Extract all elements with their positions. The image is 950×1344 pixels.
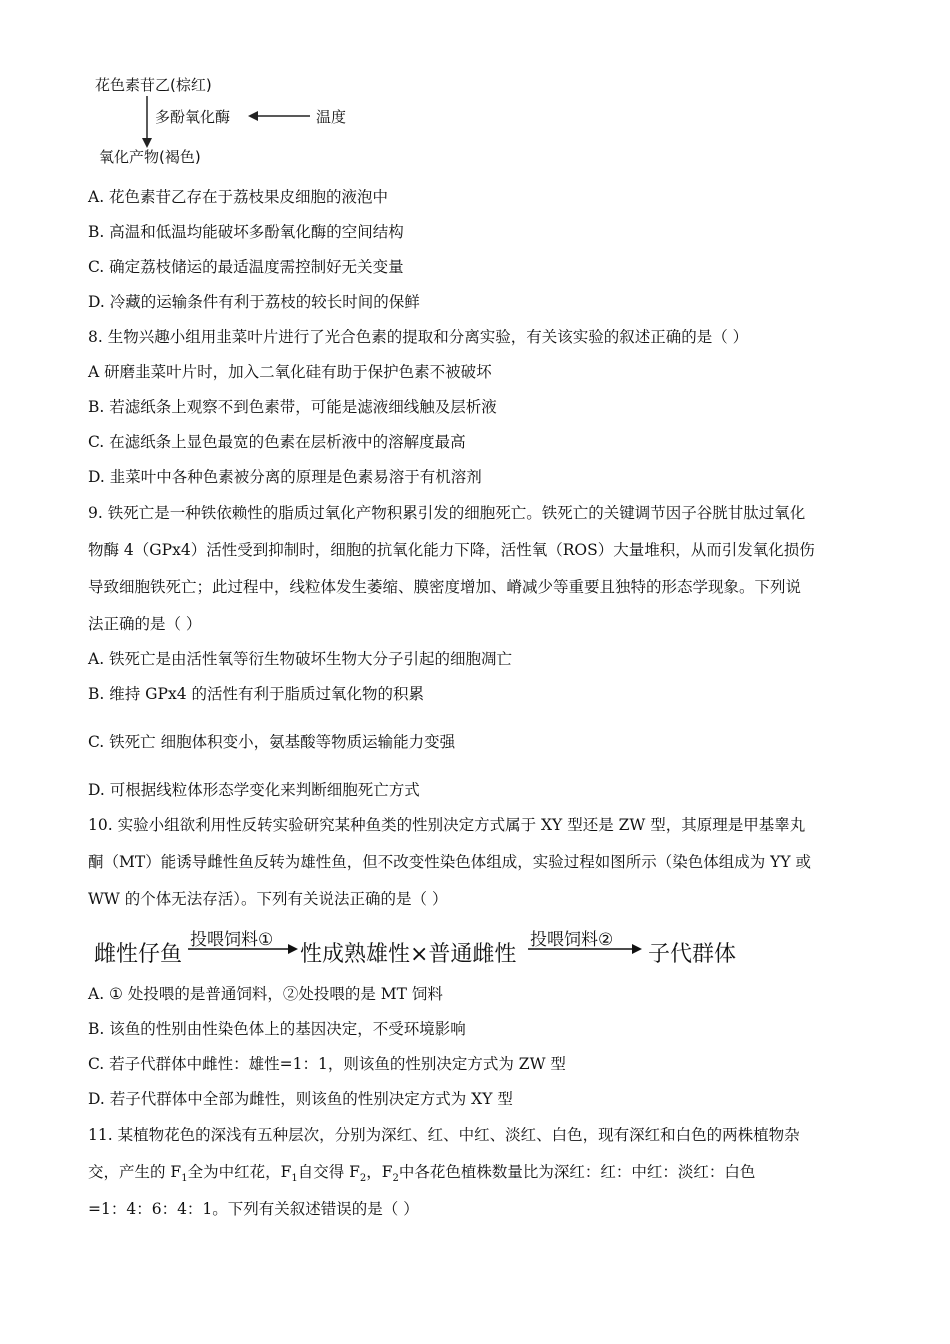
q11-line2: 交，产生的 $F_1$全为中红花，$F_1$自交得 $F_2$，$F_2$中各花色植株数量比为深红：红：中红：淡红：白色 [88,1163,756,1185]
q8-option-d: D. 韭菜叶中各种色素被分离的原理是色素易溶于有机溶剂 [88,468,482,486]
q10-option-d: D. 若子代群体中全部为雌性，则该鱼的性别决定方式为 XY 型 [88,1090,513,1108]
q8-option-b: B. 若滤纸条上观察不到色素带，可能是滤液细线触及层析液 [88,398,497,416]
q9-option-b: B. 维持 GPx4 的活性有利于脂质过氧化物的积累 [88,685,425,703]
left-arrow-head [248,111,258,121]
q11-line3: =1：4：6：4：1。下列有关叙述错误的是（ ） [88,1200,419,1218]
q9-stem-line: 物酶 4（GPx4）活性受到抑制时，细胞的抗氧化能力下降，活性氧（ROS）大量堆积，从而引发氧化损伤 [88,541,815,559]
flow-middle: 性成熟雄性×普通雌性 [300,942,517,967]
flow-end: 子代群体 [648,942,737,967]
q8-option-c: C. 在滤纸条上显色最宽的色素在层析液中的溶解度最高 [88,433,466,451]
q10-option-c: C. 若子代群体中雌性：雄性=1：1，则该鱼的性别决定方式为 ZW 型 [88,1055,566,1073]
q9-option-c: C. 铁死亡 细胞体积变小，氨基酸等物质运输能力变强 [88,733,456,751]
q9-stem-line: 9. 铁死亡是一种铁依赖性的脂质过氧化产物积累引发的细胞死亡。铁死亡的关键调节因子谷胱甘肽过氧化 [88,504,806,522]
q8-option-a: A 研磨韭菜叶片时，加入二氧化硅有助于保护色素不被破坏 [88,363,492,381]
q8-stem: 8. 生物兴趣小组用韭菜叶片进行了光合色素的提取和分离实验，有关该实验的叙述正确的是（ ） [88,328,749,346]
diagram-top-label: 花色素苷乙(棕红) [95,76,212,94]
flow-arrow2-label: 投喂饲料② [530,930,614,950]
flow-arrow1-label: 投喂饲料① [190,930,274,950]
q9-stem-line: 法正确的是（ ） [88,615,202,633]
q10-stem-line: 酮（MT）能诱导雌性鱼反转为雄性鱼，但不改变性染色体组成，实验过程如图所示（染色体组成为 YY 或 [88,853,812,871]
flow-start: 雌性仔鱼 [94,942,183,967]
q9-option-a: A. 铁死亡是由活性氧等衍生物破坏生物大分子引起的细胞凋亡 [88,650,513,668]
q7-option-d: D. 冷藏的运输条件有利于荔枝的较长时间的保鲜 [88,293,420,311]
q7-option-b: B. 高温和低温均能破坏多酚氧化酶的空间结构 [88,223,404,241]
q10-stem-line: 10. 实验小组欲利用性反转实验研究某种鱼类的性别决定方式属于 XY 型还是 ZW 型，其原理是甲基睾丸 [88,816,806,834]
flow-arrow2-head [632,944,642,954]
flow-arrow1-head [288,944,298,954]
q10-option-b: B. 该鱼的性别由性染色体上的基因决定，不受环境影响 [88,1020,466,1038]
diagram-bottom-label: 氧化产物(褐色) [99,148,201,166]
q9-option-d: D. 可根据线粒体形态学变化来判断细胞死亡方式 [88,781,420,799]
q7-option-a: A. 花色素苷乙存在于荔枝果皮细胞的液泡中 [88,188,389,206]
q10-stem-line: WW 的个体无法存活）。下列有关说法正确的是（ ） [88,890,448,908]
diagram-enzyme-label: 多酚氧化酶 [155,108,231,126]
diagram-temp-label: 温度 [316,108,347,126]
q9-stem-line: 导致细胞铁死亡；此过程中，线粒体发生萎缩、膜密度增加、嵴减少等重要且独特的形态学现象。下列说 [88,578,802,596]
q7-option-c: C. 确定荔枝储运的最适温度需控制好无关变量 [88,258,404,276]
q10-option-a: A. ① 处投喂的是普通饲料，②处投喂的是 MT 饲料 [88,985,443,1003]
q11-line1: 11. 某植物花色的深浅有五种层次，分别为深红、红、中红、淡红、白色，现有深红和白色的两株植物杂 [88,1126,800,1144]
